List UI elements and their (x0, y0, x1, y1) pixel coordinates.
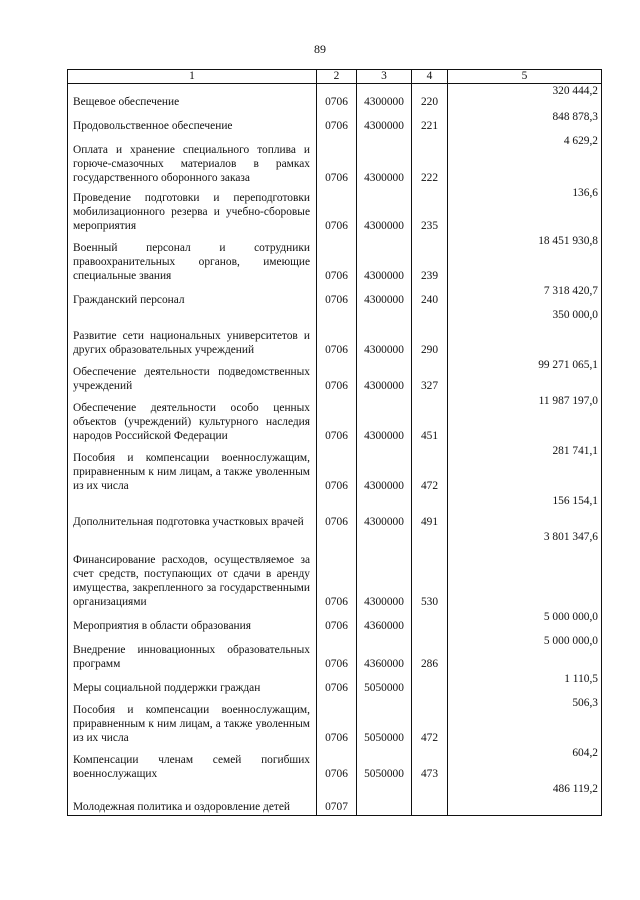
row-name: Дополнительная подготовка участковых врачей (68, 494, 317, 530)
table-row (68, 134, 602, 186)
row-type-code: 221 (412, 110, 448, 134)
row-type-code: 239 (412, 234, 448, 284)
row-name: Развитие сети национальных университетов и других образовательных учреждений (68, 308, 317, 358)
table-row (68, 610, 602, 634)
row-amount: 848 878,3 (448, 110, 602, 134)
header-col-1: 1 (68, 70, 317, 84)
table-row (68, 494, 602, 530)
row-target-code: 5050000 (357, 696, 412, 746)
row-section-code: 0706 (317, 284, 357, 308)
row-target-code: 4300000 (357, 84, 412, 110)
row-section-code: 0706 (317, 672, 357, 696)
row-amount: 350 000,0 (448, 308, 602, 358)
row-amount: 320 444,2 (448, 84, 602, 110)
row-type-code: 472 (412, 444, 448, 494)
row-amount: 1 110,5 (448, 672, 602, 696)
table-row (68, 84, 602, 110)
row-type-code: 327 (412, 358, 448, 394)
row-section-code: 0706 (317, 358, 357, 394)
row-section-code: 0706 (317, 494, 357, 530)
row-name: Финансирование расходов, осуществляемое за счет средств, поступающих от сдачи в аренду имущества, закрепленного за государственными организациями (68, 530, 317, 610)
row-target-code: 4300000 (357, 308, 412, 358)
table-row (68, 284, 602, 308)
row-amount: 18 451 930,8 (448, 234, 602, 284)
row-type-code: 472 (412, 696, 448, 746)
row-type-code: 451 (412, 394, 448, 444)
row-section-code: 0706 (317, 186, 357, 234)
row-amount: 604,2 (448, 746, 602, 782)
row-type-code: 286 (412, 634, 448, 672)
row-section-code: 0706 (317, 696, 357, 746)
row-target-code: 4300000 (357, 284, 412, 308)
table-row (68, 746, 602, 782)
row-type-code: 220 (412, 84, 448, 110)
row-target-code: 4360000 (357, 610, 412, 634)
row-type-code: 473 (412, 746, 448, 782)
row-name: Военный персонал и сотрудники правоохранительных органов, имеющие специальные звания (68, 234, 317, 284)
row-section-code: 0706 (317, 134, 357, 186)
row-type-code: 530 (412, 530, 448, 610)
row-name: Мероприятия в области образования (68, 610, 317, 634)
header-col-4: 4 (412, 70, 448, 84)
table-row (68, 530, 602, 610)
table-row (68, 110, 602, 134)
row-target-code: 4300000 (357, 186, 412, 234)
row-target-code: 4300000 (357, 394, 412, 444)
row-type-code: 290 (412, 308, 448, 358)
row-section-code: 0706 (317, 308, 357, 358)
row-name: Проведение подготовки и переподготовки мобилизационного резерва и учебно-сборовые мероприятия (68, 186, 317, 234)
table-row (68, 186, 602, 234)
row-target-code: 4300000 (357, 134, 412, 186)
header-col-3: 3 (357, 70, 412, 84)
row-section-code: 0707 (317, 782, 357, 816)
row-name: Гражданский персонал (68, 284, 317, 308)
header-col-5: 5 (448, 70, 602, 84)
header-col-2: 2 (317, 70, 357, 84)
table-row (68, 782, 602, 816)
row-amount: 5 000 000,0 (448, 610, 602, 634)
row-type-code (412, 672, 448, 696)
table-row (68, 696, 602, 746)
page-number: 89 (314, 42, 326, 56)
row-target-code: 4300000 (357, 110, 412, 134)
table-row (68, 444, 602, 494)
row-target-code: 4300000 (357, 234, 412, 284)
row-section-code: 0706 (317, 634, 357, 672)
row-section-code: 0706 (317, 444, 357, 494)
row-name: Продовольственное обеспечение (68, 110, 317, 134)
row-name: Компенсации членам семей погибших военнослужащих (68, 746, 317, 782)
row-target-code (357, 782, 412, 816)
row-amount: 99 271 065,1 (448, 358, 602, 394)
row-type-code: 222 (412, 134, 448, 186)
row-amount: 5 000 000,0 (448, 634, 602, 672)
header-row (68, 70, 602, 84)
row-section-code: 0706 (317, 394, 357, 444)
row-section-code: 0706 (317, 746, 357, 782)
row-target-code: 5050000 (357, 672, 412, 696)
row-target-code: 4360000 (357, 634, 412, 672)
row-amount: 486 119,2 (448, 782, 602, 816)
row-name: Внедрение инновационных образовательных программ (68, 634, 317, 672)
row-type-code: 235 (412, 186, 448, 234)
table-row (68, 634, 602, 672)
row-target-code: 4300000 (357, 530, 412, 610)
row-target-code: 4300000 (357, 358, 412, 394)
table-row (68, 672, 602, 696)
row-name: Вещевое обеспечение (68, 84, 317, 110)
row-section-code: 0706 (317, 610, 357, 634)
row-name: Меры социальной поддержки граждан (68, 672, 317, 696)
row-amount: 281 741,1 (448, 444, 602, 494)
budget-table (67, 69, 602, 816)
row-section-code: 0706 (317, 84, 357, 110)
row-name: Обеспечение деятельности особо ценных объектов (учреждений) культурного наследия народов Российской Федерации (68, 394, 317, 444)
row-amount: 156 154,1 (448, 494, 602, 530)
row-type-code: 240 (412, 284, 448, 308)
row-type-code: 491 (412, 494, 448, 530)
table-row (68, 358, 602, 394)
row-amount: 4 629,2 (448, 134, 602, 186)
row-name: Молодежная политика и оздоровление детей (68, 782, 317, 816)
row-type-code (412, 782, 448, 816)
row-target-code: 4300000 (357, 494, 412, 530)
row-section-code: 0706 (317, 530, 357, 610)
row-target-code: 5050000 (357, 746, 412, 782)
row-amount: 506,3 (448, 696, 602, 746)
row-section-code: 0706 (317, 110, 357, 134)
row-type-code (412, 610, 448, 634)
row-name: Обеспечение деятельности подведомственных учреждений (68, 358, 317, 394)
row-amount: 11 987 197,0 (448, 394, 602, 444)
row-section-code: 0706 (317, 234, 357, 284)
table-row (68, 394, 602, 444)
table-row (68, 308, 602, 358)
row-amount: 3 801 347,6 (448, 530, 602, 610)
row-name: Пособия и компенсации военнослужащим, приравненным к ним лицам, а также уволенным из их числа (68, 444, 317, 494)
row-name: Оплата и хранение специального топлива и горюче-смазочных материалов в рамках государственного оборонного заказа (68, 134, 317, 186)
row-target-code: 4300000 (357, 444, 412, 494)
table-body (68, 84, 602, 816)
row-amount: 136,6 (448, 186, 602, 234)
row-amount: 7 318 420,7 (448, 284, 602, 308)
row-name: Пособия и компенсации военнослужащим, приравненным к ним лицам, а также уволенным из их числа (68, 696, 317, 746)
table-row (68, 234, 602, 284)
